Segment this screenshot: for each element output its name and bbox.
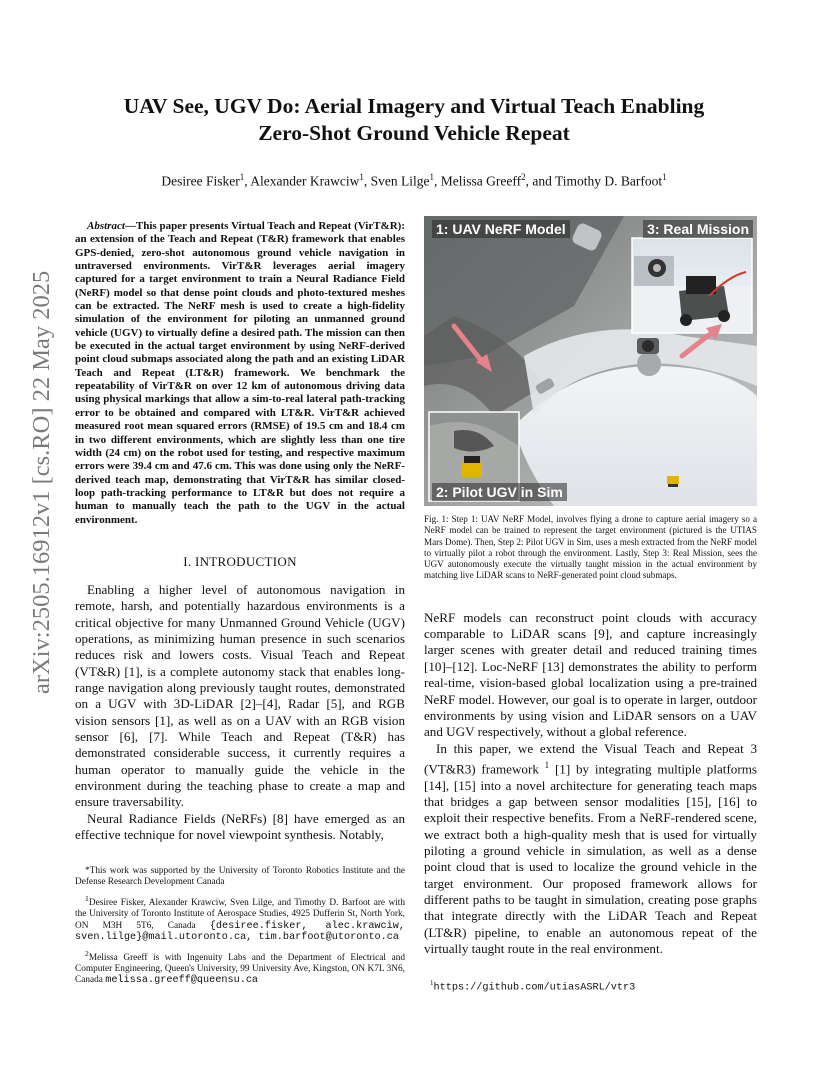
paper-title	[70, 93, 758, 147]
footnote-marker-1: 1	[544, 759, 550, 770]
title-line-1: UAV See, UGV Do: Aerial Imagery and Virtual Teach Enabling	[123, 94, 705, 118]
footnote-1-marker: 1	[85, 893, 89, 903]
author-name: Melissa Greeff	[440, 173, 522, 189]
author-separator: ,	[363, 173, 371, 189]
author-affiliation-marker: 1	[239, 172, 245, 182]
author-affiliation-marker: 1	[662, 172, 667, 182]
left-column	[75, 220, 405, 843]
abstract-label: Abstract	[87, 220, 125, 232]
author-name: Timothy D. Barfoot	[554, 173, 663, 189]
figure-scene	[424, 216, 757, 506]
abstract-text: This paper presents Virtual Teach and Repeat (VirT&R): an extension of the Teach and Repeat (T&R) framework that enables GPS-denied, zero-shot autonomous ground vehicle navigation in untraversed environments. VirT&R leverages aerial imagery captured for a target environment to train a Neural Radiance Field (NeRF) model so that dense point clouds and photo-textured meshes can be extracted. The NeRF mesh is used to create a high-fidelity simulation of the environment for piloting an unmanned ground vehicle (UGV) to virtually define a desired path. The mission can then be executed in the actual target environment by using NeRF-derived point cloud submaps associated along the path and an existing LiDAR Teach and Repeat (LT&R) framework. We benchmark the repeatability of VirT&R on over 12 km of autonomous driving data using physical markings that allow a sim-to-real lateral path-tracking error to be obtained and compared with LT&R. VirT&R achieved measured root mean squared errors (RMSE) of 19.5 cm and 18.4 cm in two different environments, which are slightly less than one tire width (24 cm) on the robot used for testing, and respective maximum errors were 39.4 cm and 47.6 cm. This was done using only the NeRF-derived teach map, demonstrating that VirT&R has similar closed-loop path-tracking performance to LT&R but does not require a human to manually teach the path to the UGV in the actual environment.	[75, 220, 405, 526]
abstract-dash: —	[124, 220, 136, 232]
footnote-github-marker: 1	[430, 979, 434, 987]
footnote-affiliation-1	[75, 893, 405, 944]
footnote-github	[430, 979, 635, 994]
intro-paragraph-3: NeRF models can reconstruct point clouds with accuracy comparable to LiDAR scans [9], and capture increasingly larger scenes with greater detail and reduced training times [10]–[12]. Loc-NeRF [13] demonstrates the ability to perform real-time, vision-based global localization using a pre-trained NeRF model. However, our goal is to operate in larger, outdoor environments by using vision and LiDAR sensors on a UAV and UGV respectively, without a global reference.	[424, 609, 757, 740]
arxiv-stamp-svg	[18, 180, 58, 700]
author-separator: ,	[433, 173, 441, 189]
figure-label-uav-nerf: 1: UAV NeRF Model	[432, 220, 570, 238]
footnote-2-marker: 2	[85, 948, 89, 958]
author-name: Desiree Fisker	[161, 173, 240, 189]
footnote-support: *This work was supported by the University of Toronto Robotics Institute and the Defense Research Development Canada	[75, 866, 405, 888]
footnote-affiliation-2	[75, 948, 405, 987]
intro-paragraph-4-part-a: In this paper, we extend the Visual Teach and Repeat 3 (VT&R3) framework	[424, 740, 757, 777]
figure-label-real-mission: 3: Real Mission	[643, 220, 753, 238]
title-line-2: Zero-Shot Ground Vehicle Repeat	[258, 121, 570, 145]
author-affiliation-marker: 2	[521, 172, 526, 182]
figure-1-caption: Fig. 1: Step 1: UAV NeRF Model, involves flying a drone to capture aerial imagery so a NeRF model can be trained to represent the target environment (pictured is the UTIAS Mars Dome). Then, Step 2: Pilot UGV in Sim, uses a mesh extracted from the NeRF model to virtually pilot a robot through the environment. Lastly, Step 3: Real Mission, sees the UGV autonomously execute the virtually taught mission in the actual environment by matching live LiDAR scans to NeRF-generated point cloud submaps.	[424, 514, 757, 581]
author-name: Alexander Krawciw	[250, 173, 360, 189]
footnote-2-text: Melissa Greeff is with Ingenuity Labs and the Department of Electrical and Computer Engineering, Queen's University, 99 University Ave, Kingston, ON K7L 3N6, Canada	[75, 952, 405, 986]
author-separator: ,	[244, 173, 251, 189]
intro-paragraph-4	[424, 741, 757, 958]
intro-paragraph-4-part-b: [1] by integrating multiple platforms [14], [15] into a novel architecture for generating teach maps that bridges a gap between sensor modalities [15], [16] to exploit their respective benefits. From a NeRF-rendered scene, we extract both a high-quality mesh that is used for virtually piloting a ground vehicle in simulation, as well as a dense point cloud that is used to localize the ground vehicle in the target environment. Our proposed framework allows for different paths to be taught in simulation, creating pose graphs that integrate directly with the LiDAR Teach and Repeat (LT&R) pipeline, to enable an autonomous repeat of the virtually taught route in the real environment.	[424, 761, 757, 957]
right-body-text	[424, 610, 757, 958]
abstract	[75, 220, 405, 527]
figure-1-image	[424, 216, 757, 506]
figure-label-pilot-ugv: 2: Pilot UGV in Sim	[432, 483, 567, 501]
author-affiliation-marker: 1	[429, 172, 434, 182]
intro-paragraph-1: Enabling a higher level of autonomous navigation in remote, harsh, and potentially hazardous environments is a critical objective for many Unmanned Ground Vehicle (UGV) operations, as minimizing human presence in such scenarios reduces risk and lowers costs. Visual Teach and Repeat (VT&R) [1], is a complete autonomy stack that enables long-range navigation along previously taught routes, demonstrated on a UGV with 3D-LiDAR [2]–[4], Radar [5], and RGB vision sensors [1], as well as on a UAV with an RGB vision sensor [6], [7]. While Teach and Repeat (T&R) has demonstrated considerable success, it currently requires a human operator to manually guide the vehicle in the environment during the teaching phase to create a map and ensure traversability.	[75, 581, 405, 810]
author-name: Sven Lilge	[370, 173, 430, 189]
author-list	[70, 172, 758, 190]
footnote-2-email: melissa.greeff@queensu.ca	[105, 975, 259, 987]
right-column	[424, 216, 757, 957]
arxiv-id-text: arXiv:2505.16912v1 [cs.RO] 22 May 2025	[28, 270, 55, 694]
footnote-1-text: Desiree Fisker, Alexander Krawciw, Sven Lilge, and Timothy D. Barfoot are with the University of Toronto Institute of Aerospace Studies, 4925 Dufferin St, North York, ON M3H 5T6, Canada	[75, 897, 405, 931]
intro-paragraph-2: Neural Radiance Fields (NeRFs) [8] have emerged as an effective technique for novel viewpoint synthesis. Notably,	[75, 810, 405, 843]
footnote-github-url: https://github.com/utiasASRL/vtr3	[433, 982, 636, 994]
footnote-1-emails: {desiree.fisker, alec.krawciw, sven.lilge}@mail.utoronto.ca, tim.barfoot@utoronto.ca	[75, 920, 405, 944]
author-affiliation-marker: 1	[359, 172, 364, 182]
arxiv-stamp	[18, 180, 58, 700]
section-heading-introduction: I. INTRODUCTION	[183, 553, 297, 569]
footnotes	[75, 866, 405, 991]
inset-real-mission	[632, 238, 752, 333]
author-separator: , and	[525, 173, 555, 189]
